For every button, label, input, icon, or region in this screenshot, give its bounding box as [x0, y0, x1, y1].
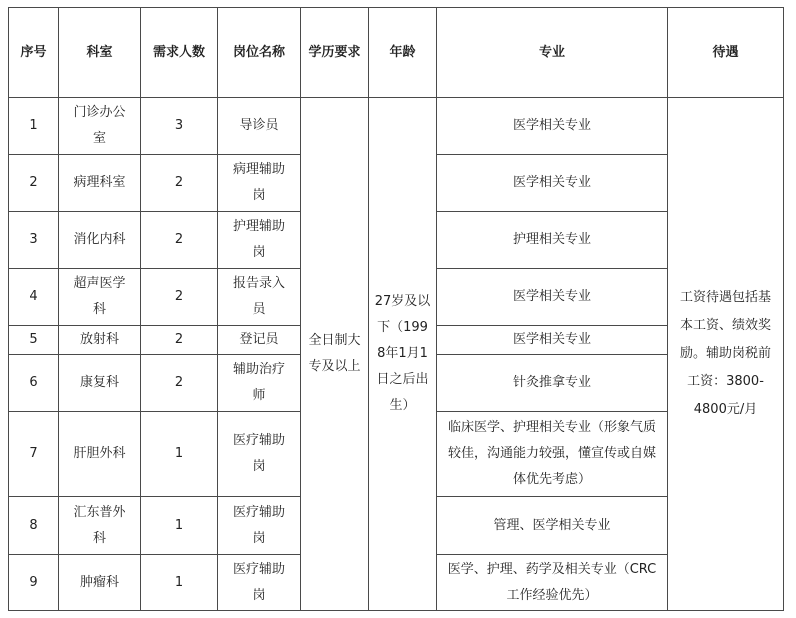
cell-index: 4 [9, 269, 59, 326]
cell-count: 3 [141, 98, 218, 155]
cell-position-text: 辅助治疗师 [232, 362, 285, 403]
cell-department: 放射科 [59, 326, 141, 355]
cell-count: 2 [141, 155, 218, 212]
cell-major: 针灸推拿专业 [437, 355, 668, 412]
cell-index: 2 [9, 155, 59, 212]
cell-position-text: 医疗辅助岗 [232, 561, 285, 603]
cell-index: 9 [9, 555, 59, 611]
cell-department: 病理科室 [59, 155, 141, 212]
cell-position-text: 导诊员 [239, 118, 279, 133]
header-age: 年龄 [369, 8, 437, 98]
cell-major: 护理相关专业 [437, 212, 668, 269]
cell-education-shared [301, 98, 369, 611]
cell-position [218, 555, 301, 611]
cell-position [218, 355, 301, 412]
header-major: 专业 [437, 8, 668, 98]
cell-major: 医学相关专业 [437, 98, 668, 155]
cell-position-text: 报告录入员 [232, 276, 285, 317]
cell-department-text: 汇东普外科 [73, 504, 126, 546]
cell-department: 康复科 [59, 355, 141, 412]
cell-major [437, 412, 668, 497]
cell-index: 8 [9, 497, 59, 555]
cell-count: 2 [141, 355, 218, 412]
cell-department: 肿瘤科 [59, 555, 141, 611]
cell-position [218, 497, 301, 555]
cell-position-text: 医疗辅助岗 [232, 433, 285, 474]
cell-department [59, 497, 141, 555]
cell-treatment-shared [668, 98, 784, 611]
cell-major [437, 555, 668, 611]
cell-position-text: 医疗辅助岗 [232, 504, 285, 546]
cell-department-text: 超声医学科 [73, 276, 126, 317]
cell-count: 1 [141, 412, 218, 497]
cell-major: 医学相关专业 [437, 269, 668, 326]
cell-major: 管理、医学相关专业 [437, 497, 668, 555]
cell-position [218, 212, 301, 269]
cell-position: 登记员 [218, 326, 301, 355]
cell-department [59, 98, 141, 155]
cell-department [59, 269, 141, 326]
header-position: 岗位名称 [218, 8, 301, 98]
cell-major-text: 临床医学、护理相关专业（形象气质较佳，沟通能力较强，懂宣传或自媒体优先考虑） [447, 420, 656, 487]
cell-count: 2 [141, 326, 218, 355]
cell-count: 2 [141, 212, 218, 269]
cell-index: 7 [9, 412, 59, 497]
cell-index: 5 [9, 326, 59, 355]
cell-age-text: 27岁及以下（1998年1月1日之后出生） [374, 294, 431, 413]
cell-department: 肝胆外科 [59, 412, 141, 497]
cell-count: 2 [141, 269, 218, 326]
header-count: 需求人数 [141, 8, 218, 98]
cell-position [218, 98, 301, 155]
header-row [9, 8, 784, 98]
cell-position-text: 病理辅助岗 [232, 162, 285, 203]
cell-position-text: 护理辅助岗 [232, 219, 285, 260]
cell-education-text: 全日制大专及以上 [308, 333, 361, 374]
cell-department: 消化内科 [59, 212, 141, 269]
header-education [301, 8, 369, 98]
cell-index: 1 [9, 98, 59, 155]
cell-treatment-text: 工资待遇包括基本工资、绩效奖励。辅助岗税前工资：3800-4800元/月 [679, 290, 771, 417]
header-department: 科室 [59, 8, 141, 98]
cell-index: 6 [9, 355, 59, 412]
cell-index: 3 [9, 212, 59, 269]
header-education-text: 学历要求 [308, 44, 361, 60]
header-index: 序号 [9, 8, 59, 98]
recruitment-table [8, 7, 784, 611]
table-row [9, 98, 784, 155]
cell-major: 医学相关专业 [437, 155, 668, 212]
cell-position [218, 155, 301, 212]
cell-age-shared [369, 98, 437, 611]
cell-position [218, 269, 301, 326]
cell-count: 1 [141, 497, 218, 555]
cell-count: 1 [141, 555, 218, 611]
cell-position [218, 412, 301, 497]
header-treatment: 待遇 [668, 8, 784, 98]
cell-major: 医学相关专业 [437, 326, 668, 355]
cell-major-text: 医学、护理、药学及相关专业（CRC工作经验优先） [447, 561, 657, 603]
cell-department-text: 门诊办公室 [73, 105, 126, 146]
